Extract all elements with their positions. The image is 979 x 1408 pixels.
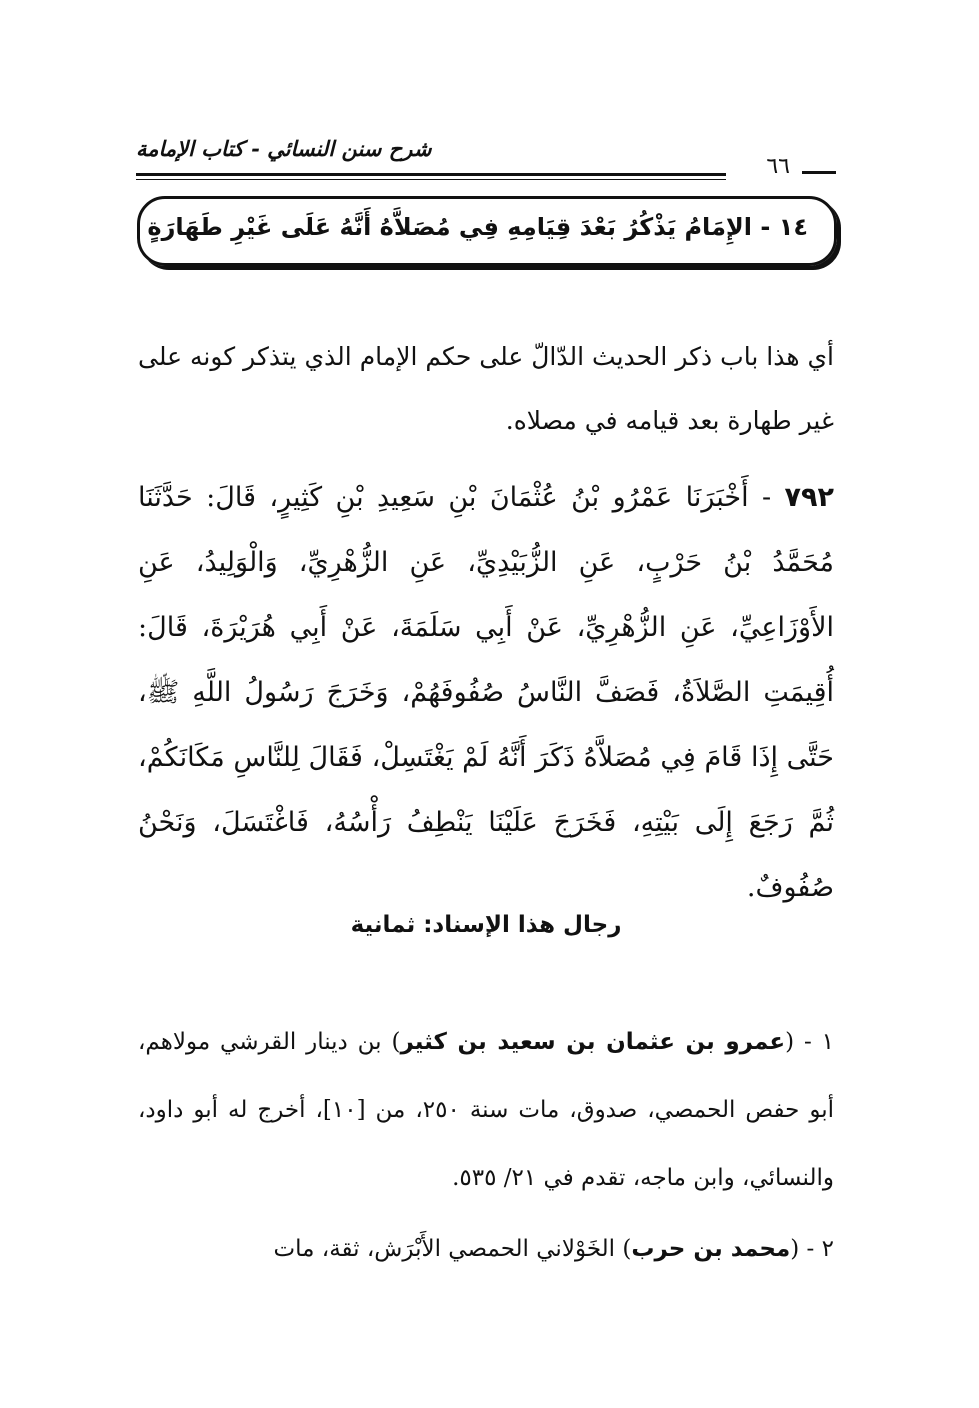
header-rule [136, 173, 726, 176]
page-number: ٦٦ [766, 154, 790, 179]
open-paren: ( [790, 1236, 800, 1262]
entry-text: بن دينار القرشي مولاهم، أبو حفص الحمصي، صدوق، مات سنة ٢٥٠، من [١٠]، أخرج له أبو داود، والنسائي، وابن ماجه، تقدم في ٢١/ ٥٣٥. [138, 1029, 834, 1191]
chapter-heading-box [137, 196, 837, 266]
hadith-paragraph [138, 465, 834, 920]
narrator-name: محمد بن حرب [631, 1236, 791, 1262]
open-paren: ( [785, 1029, 795, 1055]
narrator-name: عمرو بن عثمان بن سعيد بن كثير [400, 1029, 786, 1055]
header-rule-thin [136, 179, 726, 180]
entry-separator: - [794, 1029, 822, 1055]
hadith-separator: - [748, 482, 785, 513]
chapter-title: ١٤ - الإِمَامُ يَذْكُرُ بَعْدَ قِيَامِهِ فِي مُصَلاَّهُ أَنَّهُ عَلَى غَيْرِ طَهَارَةٍ [147, 213, 808, 241]
running-header [136, 136, 836, 186]
close-paren: ) [391, 1029, 401, 1055]
entry-number: ٢ [821, 1236, 834, 1262]
narrator-entry [138, 1008, 834, 1212]
hadith-text: أَخْبَرَنَا عَمْرُو بْنُ عُثْمَانَ بْنِ سَعِيدِ بْنِ كَثِيرٍ، قَالَ: حَدَّثَنَا مُحَمَّدُ بْنُ حَرْبٍ، عَنِ الزُّبَيْدِيِّ، عَنِ الزُّهْرِيِّ، وَالْوَلِيدُ، عَنِ الأَوْزَاعِيِّ، عَنِ الزُّهْرِيِّ، عَنْ أَبِي سَلَمَةَ، عَنْ أَبِي هُرَيْرَةَ، قَالَ: أُقِيمَتِ الصَّلاَةُ، فَصَفَّ النَّاسُ صُفُوفَهُمْ، وَخَرَجَ رَسُولُ اللَّهِ ﷺ، حَتَّى إِذَا قَامَ فِي مُصَلاَّهُ ذَكَرَ أَنَّهُ لَمْ يَغْتَسِلْ، فَقَالَ لِلنَّاسِ مَكَانَكُمْ، ثُمَّ رَجَعَ إِلَى بَيْتِهِ، فَخَرَجَ عَلَيْنَا يَنْطِفُ رَأْسُهُ، فَاغْتَسَلَ، وَنَحْنُ صُفُوفٌ. [138, 482, 834, 903]
running-title: شرح سنن النسائي - كتاب الإمامة [136, 136, 432, 161]
hadith-number: ٧٩٢ [784, 482, 834, 513]
entry-text: الخَوْلاني الحمصي الأَبْرَش، ثقة، مات [273, 1236, 623, 1262]
page-number-dash [802, 171, 836, 174]
intro-paragraph: أي هذا باب ذكر الحديث الدّالّ على حكم الإمام الذي يتذكر كونه على غير طهارة بعد قيامه في مصلاه. [138, 342, 834, 435]
entry-number: ١ [821, 1029, 834, 1055]
section-heading: رجال هذا الإسناد: ثمانية [350, 912, 622, 938]
narrator-entry [138, 1215, 834, 1283]
close-paren: ) [622, 1236, 632, 1262]
entry-separator: - [799, 1236, 822, 1262]
